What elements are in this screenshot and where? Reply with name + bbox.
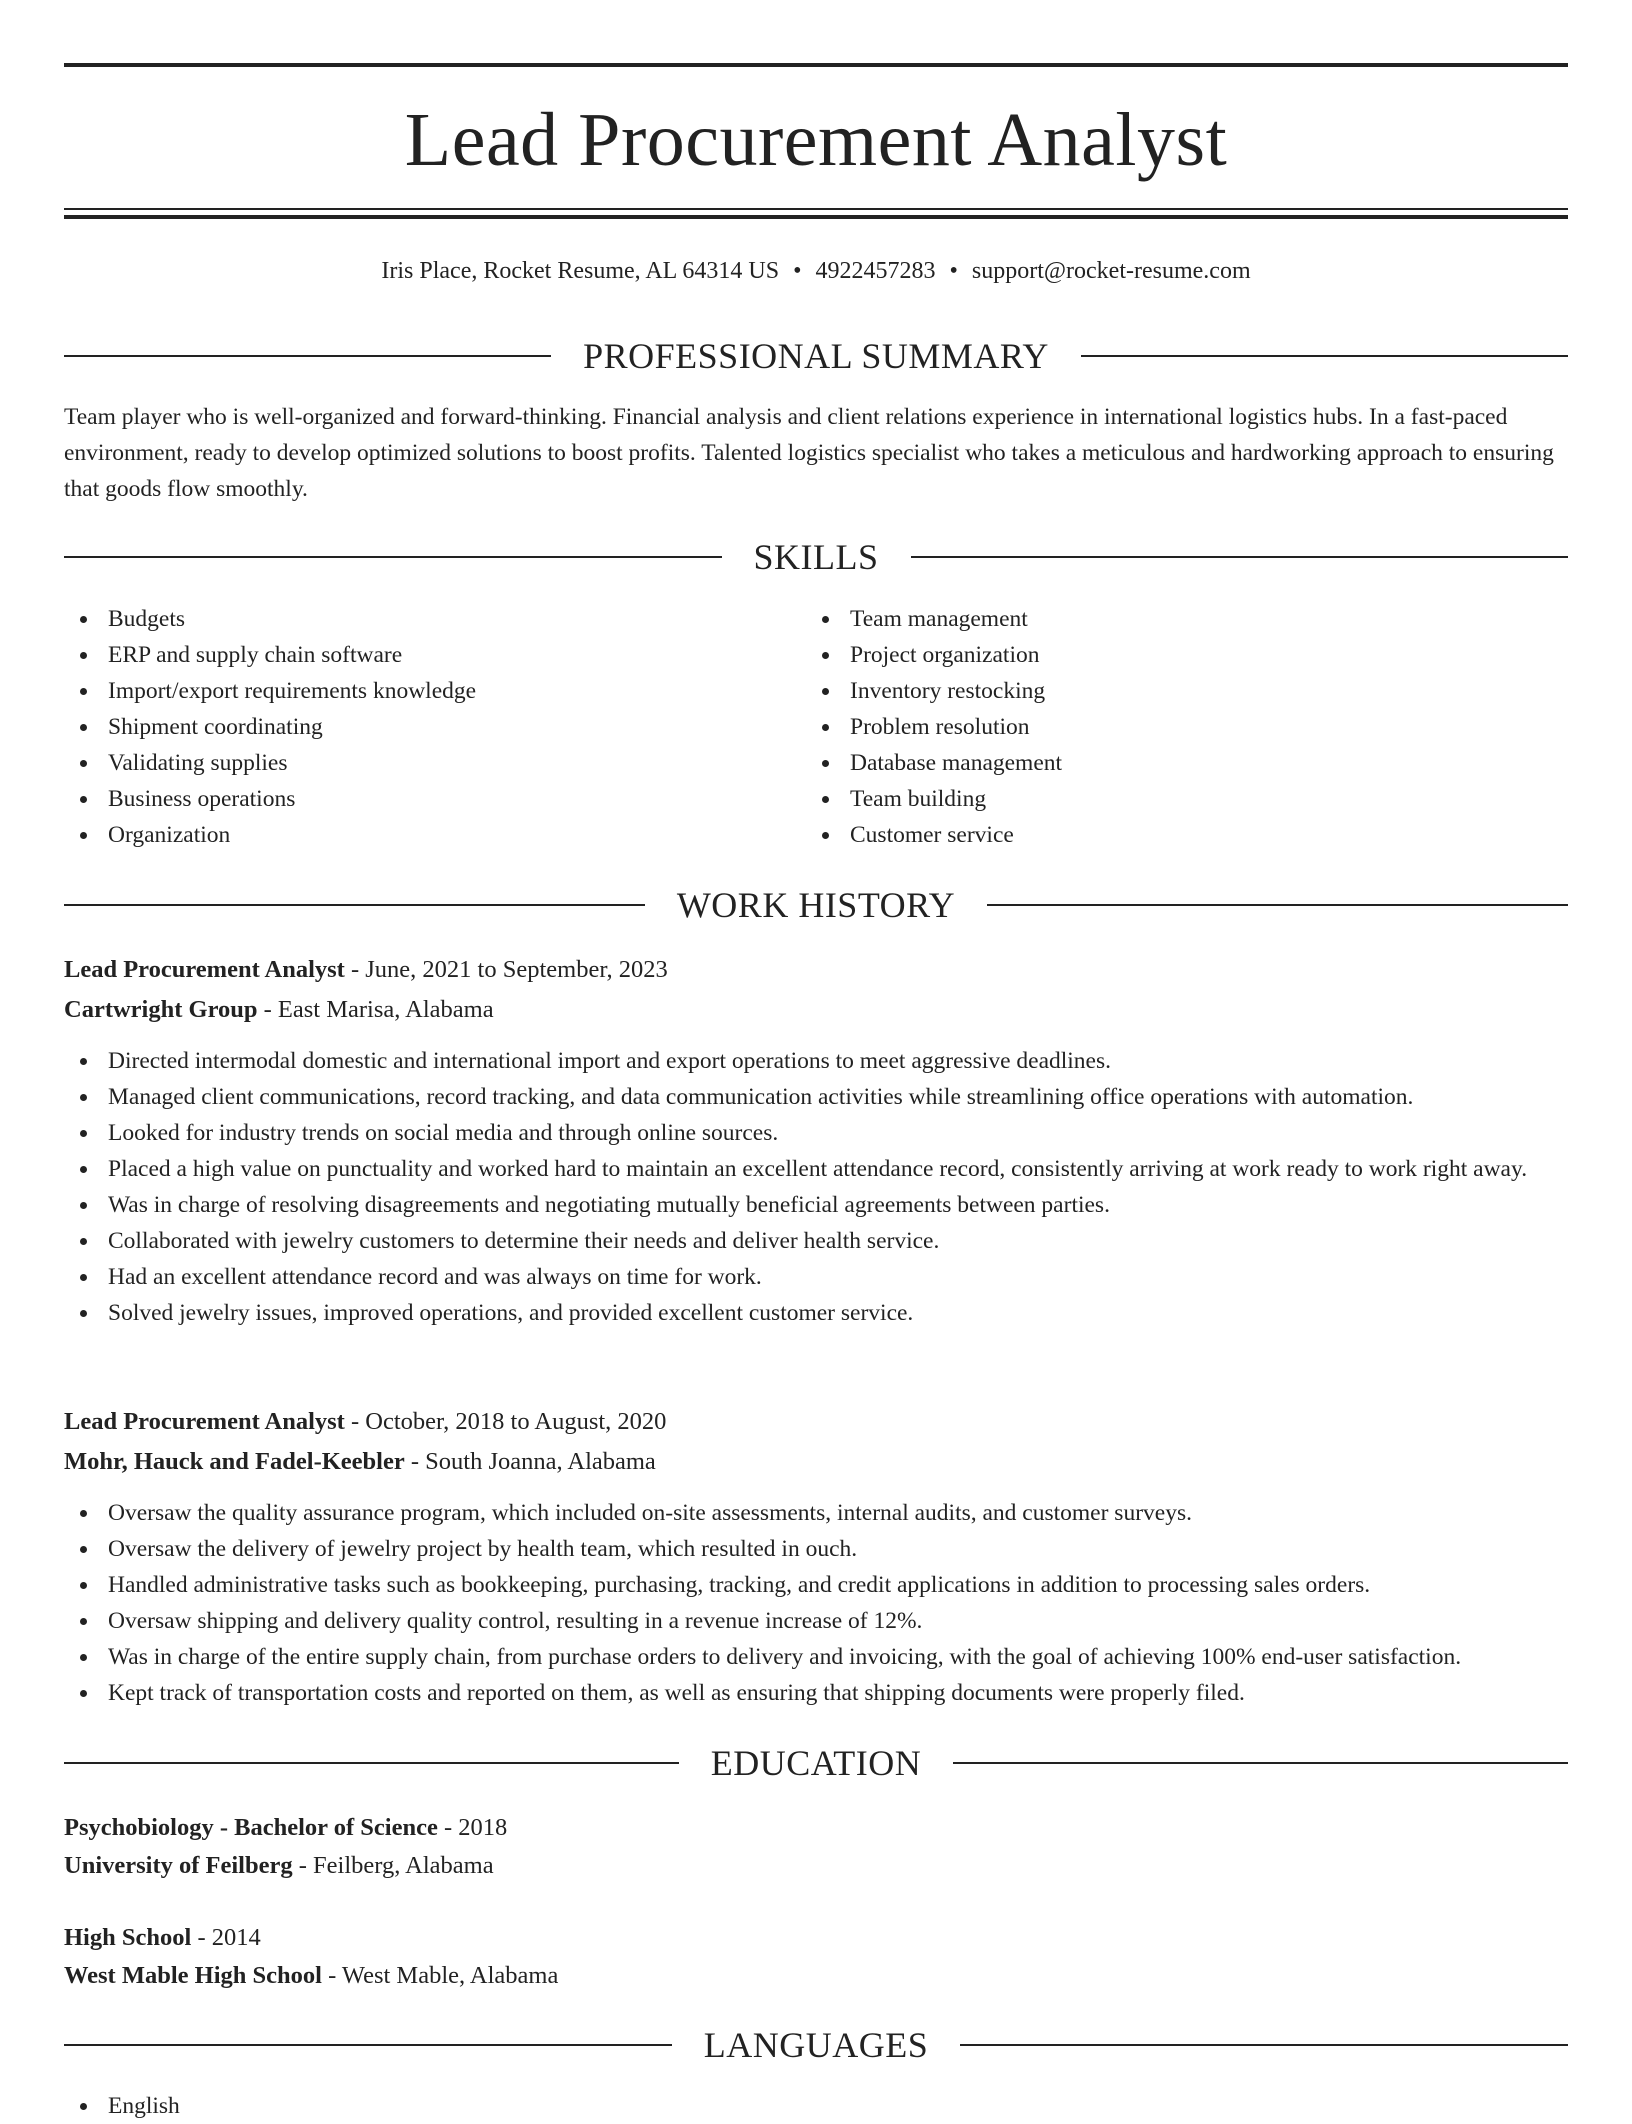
education-school-line	[64, 1956, 1568, 1996]
section-title: PROFESSIONAL SUMMARY	[583, 336, 1049, 376]
education-degree-line	[64, 1808, 1568, 1848]
skill-item: Team management	[806, 601, 1506, 637]
job-company: Cartwright Group	[64, 996, 258, 1023]
section-header-work	[64, 883, 1568, 927]
job-title-line	[64, 950, 1568, 990]
skill-item: Team building	[806, 781, 1506, 817]
education-school: University of Feilberg	[64, 1852, 293, 1879]
skill-item: Database management	[806, 745, 1506, 781]
contact-phone: 4922457283	[815, 258, 936, 284]
section-title: WORK HISTORY	[676, 885, 956, 925]
summary-text: Team player who is well-organized and forward-thinking. Financial analysis and client relations experience in international logistics hubs. In a fast-paced environment, ready to develop optimized solutions to boost profits. Talented logistics specialist who takes a meticulous and hardworking approach to ensuring that goods flow smoothly.	[64, 404, 1554, 502]
education-year: - 2018	[437, 1814, 508, 1841]
job-title: Lead Procurement Analyst	[64, 956, 345, 983]
section-title: LANGUAGES	[703, 2025, 929, 2065]
section-rule-right	[1081, 355, 1568, 357]
skill-item: Project organization	[806, 637, 1506, 673]
education-school-line	[64, 1846, 1568, 1886]
job-bullet: Looked for industry trends on social media and through online sources.	[64, 1115, 1568, 1151]
education-school: West Mable High School	[64, 1962, 322, 1989]
job-company: Mohr, Hauck and Fadel-Keebler	[64, 1448, 405, 1475]
education-degree: Psychobiology - Bachelor of Science	[64, 1814, 438, 1841]
contact-separator: •	[793, 258, 802, 284]
job-bullets	[64, 1043, 1568, 1331]
education-degree-line	[64, 1918, 1568, 1958]
section-rule-left	[64, 2044, 672, 2046]
section-rule-left	[64, 556, 722, 558]
language-item: English	[64, 2088, 1568, 2124]
header-rule-thin	[64, 208, 1568, 210]
job-title-line	[64, 1402, 1568, 1442]
skill-item: Import/export requirements knowledge	[64, 673, 764, 709]
contact-line	[64, 253, 1568, 289]
section-rule-right	[911, 556, 1569, 558]
job-bullet: Directed intermodal domestic and international import and export operations to meet aggressive deadlines.	[64, 1043, 1568, 1079]
section-header-skills	[64, 535, 1568, 579]
education-year: - 2014	[191, 1924, 261, 1951]
languages-list	[64, 2088, 1568, 2124]
section-rule-right	[960, 2044, 1568, 2046]
resume-name: Lead Procurement Analyst	[404, 98, 1228, 182]
section-rule-right	[953, 1762, 1568, 1764]
job-bullet: Had an excellent attendance record and was always on time for work.	[64, 1259, 1568, 1295]
education-location: - West Mable, Alabama	[321, 1962, 559, 1989]
job-bullet: Collaborated with jewelry customers to determine their needs and deliver health service.	[64, 1223, 1568, 1259]
skill-item: Problem resolution	[806, 709, 1506, 745]
section-title: EDUCATION	[710, 1743, 922, 1783]
skill-item: Shipment coordinating	[64, 709, 764, 745]
section-rule-left	[64, 355, 551, 357]
skills-column-right	[806, 601, 1506, 853]
job-bullet: Kept track of transportation costs and reported on them, as well as ensuring that shipping documents were properly filed.	[64, 1675, 1568, 1711]
section-header-summary	[64, 334, 1568, 378]
section-title: SKILLS	[753, 537, 879, 577]
job-location: - East Marisa, Alabama	[257, 996, 494, 1023]
job-bullet: Managed client communications, record tracking, and data communication activities while streamlining office operations with automation.	[64, 1079, 1568, 1115]
education-degree: High School	[64, 1924, 192, 1951]
header-rule-thick	[64, 215, 1568, 219]
job-bullet: Was in charge of the entire supply chain, from purchase orders to delivery and invoicing, with the goal of achieving 100% end-user satisfaction.	[64, 1639, 1568, 1675]
skills-column-left	[64, 601, 764, 853]
skill-item: Inventory restocking	[806, 673, 1506, 709]
skill-item: Business operations	[64, 781, 764, 817]
section-rule-left	[64, 904, 645, 906]
job-location: - South Joanna, Alabama	[404, 1448, 656, 1475]
education-location: - Feilberg, Alabama	[292, 1852, 494, 1879]
section-header-education	[64, 1741, 1568, 1785]
job-bullets	[64, 1495, 1568, 1711]
skill-item: Organization	[64, 817, 764, 853]
job-bullet: Oversaw the quality assurance program, which included on-site assessments, internal audits, and customer surveys.	[64, 1495, 1568, 1531]
job-company-line	[64, 1442, 1568, 1482]
skill-item: ERP and supply chain software	[64, 637, 764, 673]
job-bullet: Placed a high value on punctuality and worked hard to maintain an excellent attendance record, consistently arriving at work ready to work right away.	[64, 1151, 1568, 1187]
job-title: Lead Procurement Analyst	[64, 1408, 345, 1435]
contact-email: support@rocket-resume.com	[971, 258, 1251, 284]
job-bullet: Oversaw the delivery of jewelry project by health team, which resulted in ouch.	[64, 1531, 1568, 1567]
section-rule-right	[987, 904, 1568, 906]
section-rule-left	[64, 1762, 679, 1764]
skill-item: Customer service	[806, 817, 1506, 853]
top-rule	[64, 63, 1568, 67]
section-header-languages	[64, 2023, 1568, 2067]
job-company-line	[64, 990, 1568, 1030]
job-bullet: Oversaw shipping and delivery quality control, resulting in a revenue increase of 12%.	[64, 1603, 1568, 1639]
job-bullet: Was in charge of resolving disagreements and negotiating mutually beneficial agreements between parties.	[64, 1187, 1568, 1223]
skill-item: Budgets	[64, 601, 764, 637]
job-bullet: Solved jewelry issues, improved operations, and provided excellent customer service.	[64, 1295, 1568, 1331]
job-dates: - October, 2018 to August, 2020	[344, 1408, 667, 1435]
job-bullet: Handled administrative tasks such as bookkeeping, purchasing, tracking, and credit applications in addition to processing sales orders.	[64, 1567, 1568, 1603]
contact-address: Iris Place, Rocket Resume, AL 64314 US	[381, 258, 780, 284]
contact-separator: •	[949, 258, 958, 284]
job-dates: - June, 2021 to September, 2023	[344, 956, 668, 983]
skill-item: Validating supplies	[64, 745, 764, 781]
